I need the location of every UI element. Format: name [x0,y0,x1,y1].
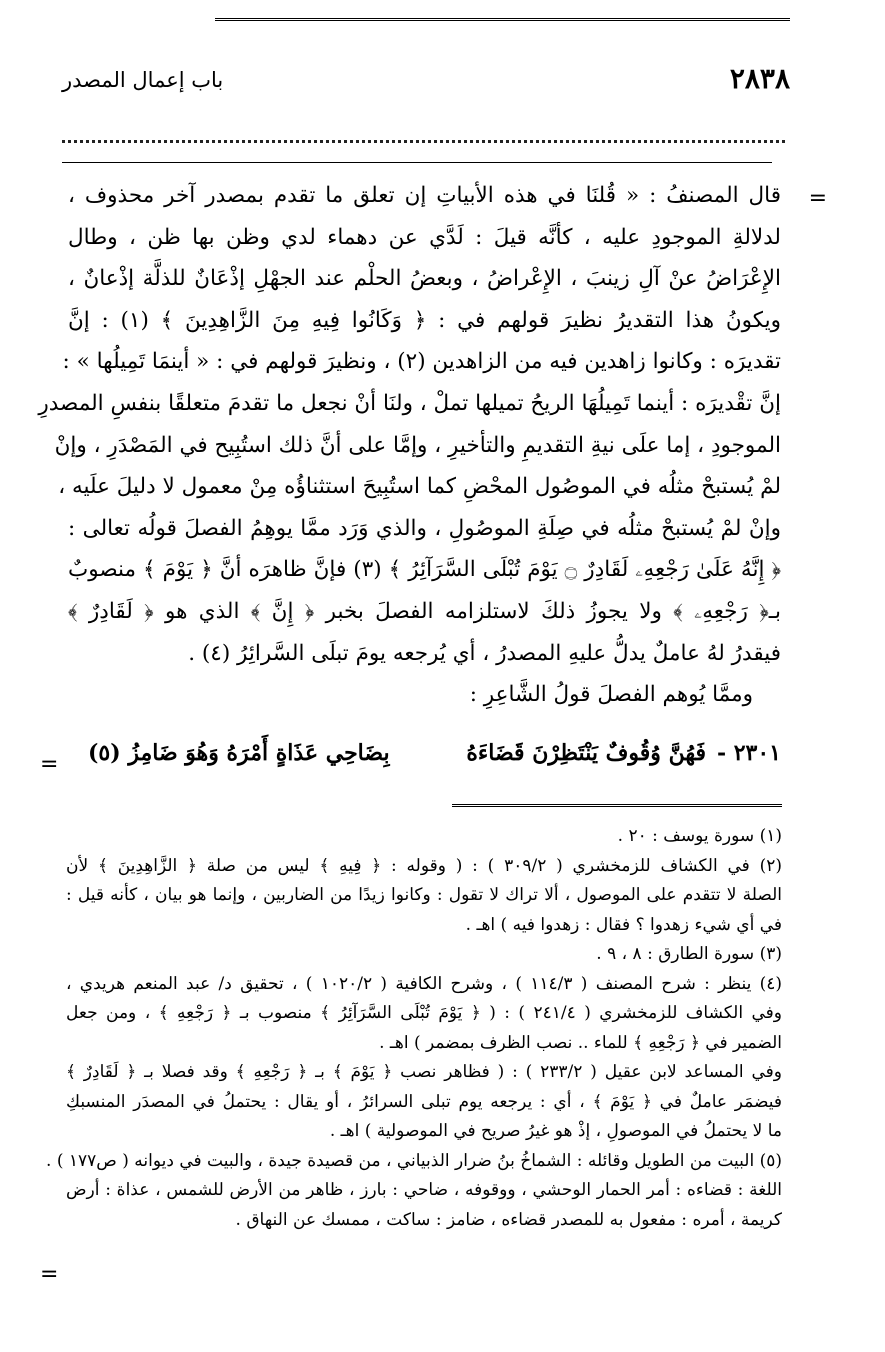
footnote-line: الضمير في ﴿ رَجْعِهِ ﴾ للماء .. نصب الظرف بمضمر ) اهـ . [379,1032,782,1053]
footnote-line: (١) سورة يوسف : ٢٠ . [617,826,782,846]
footnote-line: ما لا يحتملُ في الموصولِ ، إذْ هو غيرُ صريح في الموصولية ) اهـ . [329,1121,782,1141]
footnote-rule [452,804,782,811]
footnote-line: (٢) في الكشاف للزمخشري ( ٣٠٩/٢ ) : ( وقوله : ﴿ فِيهِ ﴾ ليس من صلة ﴿ الزَّاهِدِينَ ﴾ لأن [66,855,782,876]
text-line: الإِعْرَاضُ عنْ آلِ زينبَ ، الإِعْراضُ ، وبعضُ الحلْم عند الجهْلِ إذْعَانٌ للذلَّة إذْعانٌ ، [68,266,781,292]
header-rule [215,18,790,25]
text-line: لمْ يُستبحْ مثلُه في الموصُول المحْضِ كما استُبِيحَ استثناؤُه مِنْ معمول لا دليلَ علَيه ، [58,474,781,500]
footnote-line: وفي المساعد لابن عقيل ( ٢٣٣/٢ ) : ( فظاهر نصب ﴿ يَوْمَ ﴾ بـ ﴿ رَجْعِهِ ﴾ وقد فصلا بـ ﴿ لَقَادِرٌ ﴾ [66,1062,782,1082]
footnote-line: الصلة لا تتقدم على الموصول ، ألا تراك لا تقول : وكانوا زيدًا من الضاربين ، وإنما هو بيان ، كأنه قيل : [66,885,782,905]
text-line: الموجودِ ، إما علَى نيةِ التقديمِ والتأخيرِ ، وإمَّا على أنَّ ذلك استُبِيح في المَصْدَرِ ، وإنْ [54,432,781,458]
footnote-line: اللغة : قضاءه : أمر الحمار الوحشي ، ووقوفه ، ضاحي : بارز ، ظاهر من الأرض للشمس ، عذاة : أرض [66,1180,782,1200]
poetry-verse [68,740,781,780]
text-line: وإنْ لمْ يُستبحْ مثلُه في صِلَةِ الموصُولِ ، والذي وَرَد ممَّا يوهِمُ الفصلَ قولُه تعالى : [68,515,781,541]
footnote-line: (٥) البيت من الطويل وقائله : الشماخُ بنُ ضرار الذبياني ، من قصيدة جيدة ، والبيت في ديوانه ( ص١٧٧ ) . [46,1150,782,1171]
verse-number: ٢٣٠١ - [716,740,781,766]
verse-intro: وممَّا يُوهم الفصلَ قولُ الشَّاعِرِ : [469,682,753,708]
page-header [62,62,790,102]
text-line: فيقدرُ لهُ عاملٌ يدلُّ عليهِ المصدرُ ، أي يُرجعه يومَ تبلَى السَّرائِرُ (٤) . [188,640,781,666]
footnote-line: في أي شيء زهدوا ؟ فقال : زهدوا فيه ) اهـ . [465,914,782,935]
dotted-separator [62,140,785,151]
text-line: ﴿ إِنَّهُ عَلَىٰ رَجْعِهِۦ لَقَادِرٌ ۝ يَوْمَ تُبْلَى السَّرَآئِرُ ﴾ (٣) فإنَّ ظاهرَه أنَّ ﴿ يَوْمَ ﴾ منصوبٌ [68,557,781,583]
separator-rule [62,162,772,163]
page-number: ٢٨٣٨ [729,62,790,95]
chapter-title: باب إعمال المصدر [62,68,224,92]
margin-mark-top: = [808,186,827,211]
main-text [38,175,781,716]
footnotes [46,822,783,1235]
margin-mark-bottom: = [40,1262,59,1287]
text-line: تقديرَه : وكانوا زاهدين فيه من الزاهدين (٢) ، ونظيرَ قولهم في : « أينمَا تَمِيلُها » : [62,349,781,375]
footnote-line: (٤) ينظر : شرح المصنف ( ١١٤/٣ ) ، وشرح الكافية ( ١٠٢٠/٢ ) ، تحقيق د/ عبد المنعم هريدي ، [66,973,783,994]
text-line: لدلالةِ الموجودِ عليه ، كأنَّه قيلَ : لَدَّي عن دهماء لدي وظن بها ظن ، وطال [68,224,781,250]
margin-mark-verse: = [40,752,59,777]
text-line: بـ﴿ رَجْعِهِۦ ﴾ ولا يجوزُ ذلكَ لاستلزامه الفصلَ بخبر ﴿ إِنَّ ﴾ الذي هو ﴿ لَقَادِرٌ ﴾ [68,598,781,624]
text-line: إنَّ تقْديرَه : أينما تَمِيلُهَا الريحُ تميلها تملْ ، ولنَا أنْ نجعل ما تقدمَ متعلقًا بنفسِ المصدرِ [38,390,781,416]
footnote-line: كريمة ، أمره : مفعول به للمصدر قضاءه ، ضامز : ساكت ، ممسك عن النهاق . [235,1209,782,1230]
verse-hemistich-second: بِضَاحِي عَذَاةٍ أَمْرَهُ وَهُوَ ضَامِزُ (٥) [88,740,390,766]
text-line: قال المصنفُ : « قُلنَا في هذه الأبياتِ إن تعلق ما تقدم بمصدر آخر محذوف ، [68,183,781,208]
footnote-line: وفي الكشاف للزمخشري ( ٢٤١/٤ ) : ( ﴿ يَوْمَ تُبْلَى السَّرَآئِرُ ﴾ منصوب بـ ﴿ رَجْعِهِ ﴾ ، ومن جعل [66,1003,782,1023]
text-line: ويكونُ هذا التقديرُ نظيرَ قولهم في : ﴿ وَكَانُوا فِيهِ مِنَ الزَّاهِدِينَ ﴾ (١) : إنَّ [68,307,781,333]
verse-hemistich-first: فَهُنَّ وُقُوفٌ يَنْتَظِرْنَ قَضَاءَهُ [466,740,706,766]
footnote-line: فيضمَر عاملٌ في ﴿ يَوْمَ ﴾ ، أي : يرجعه يوم تبلى السرائرُ ، أو يقال : يحتملُ في المصدَر المنسبكِ [66,1091,782,1112]
footnote-line: (٣) سورة الطارق : ٨ ، ٩ . [596,944,782,964]
